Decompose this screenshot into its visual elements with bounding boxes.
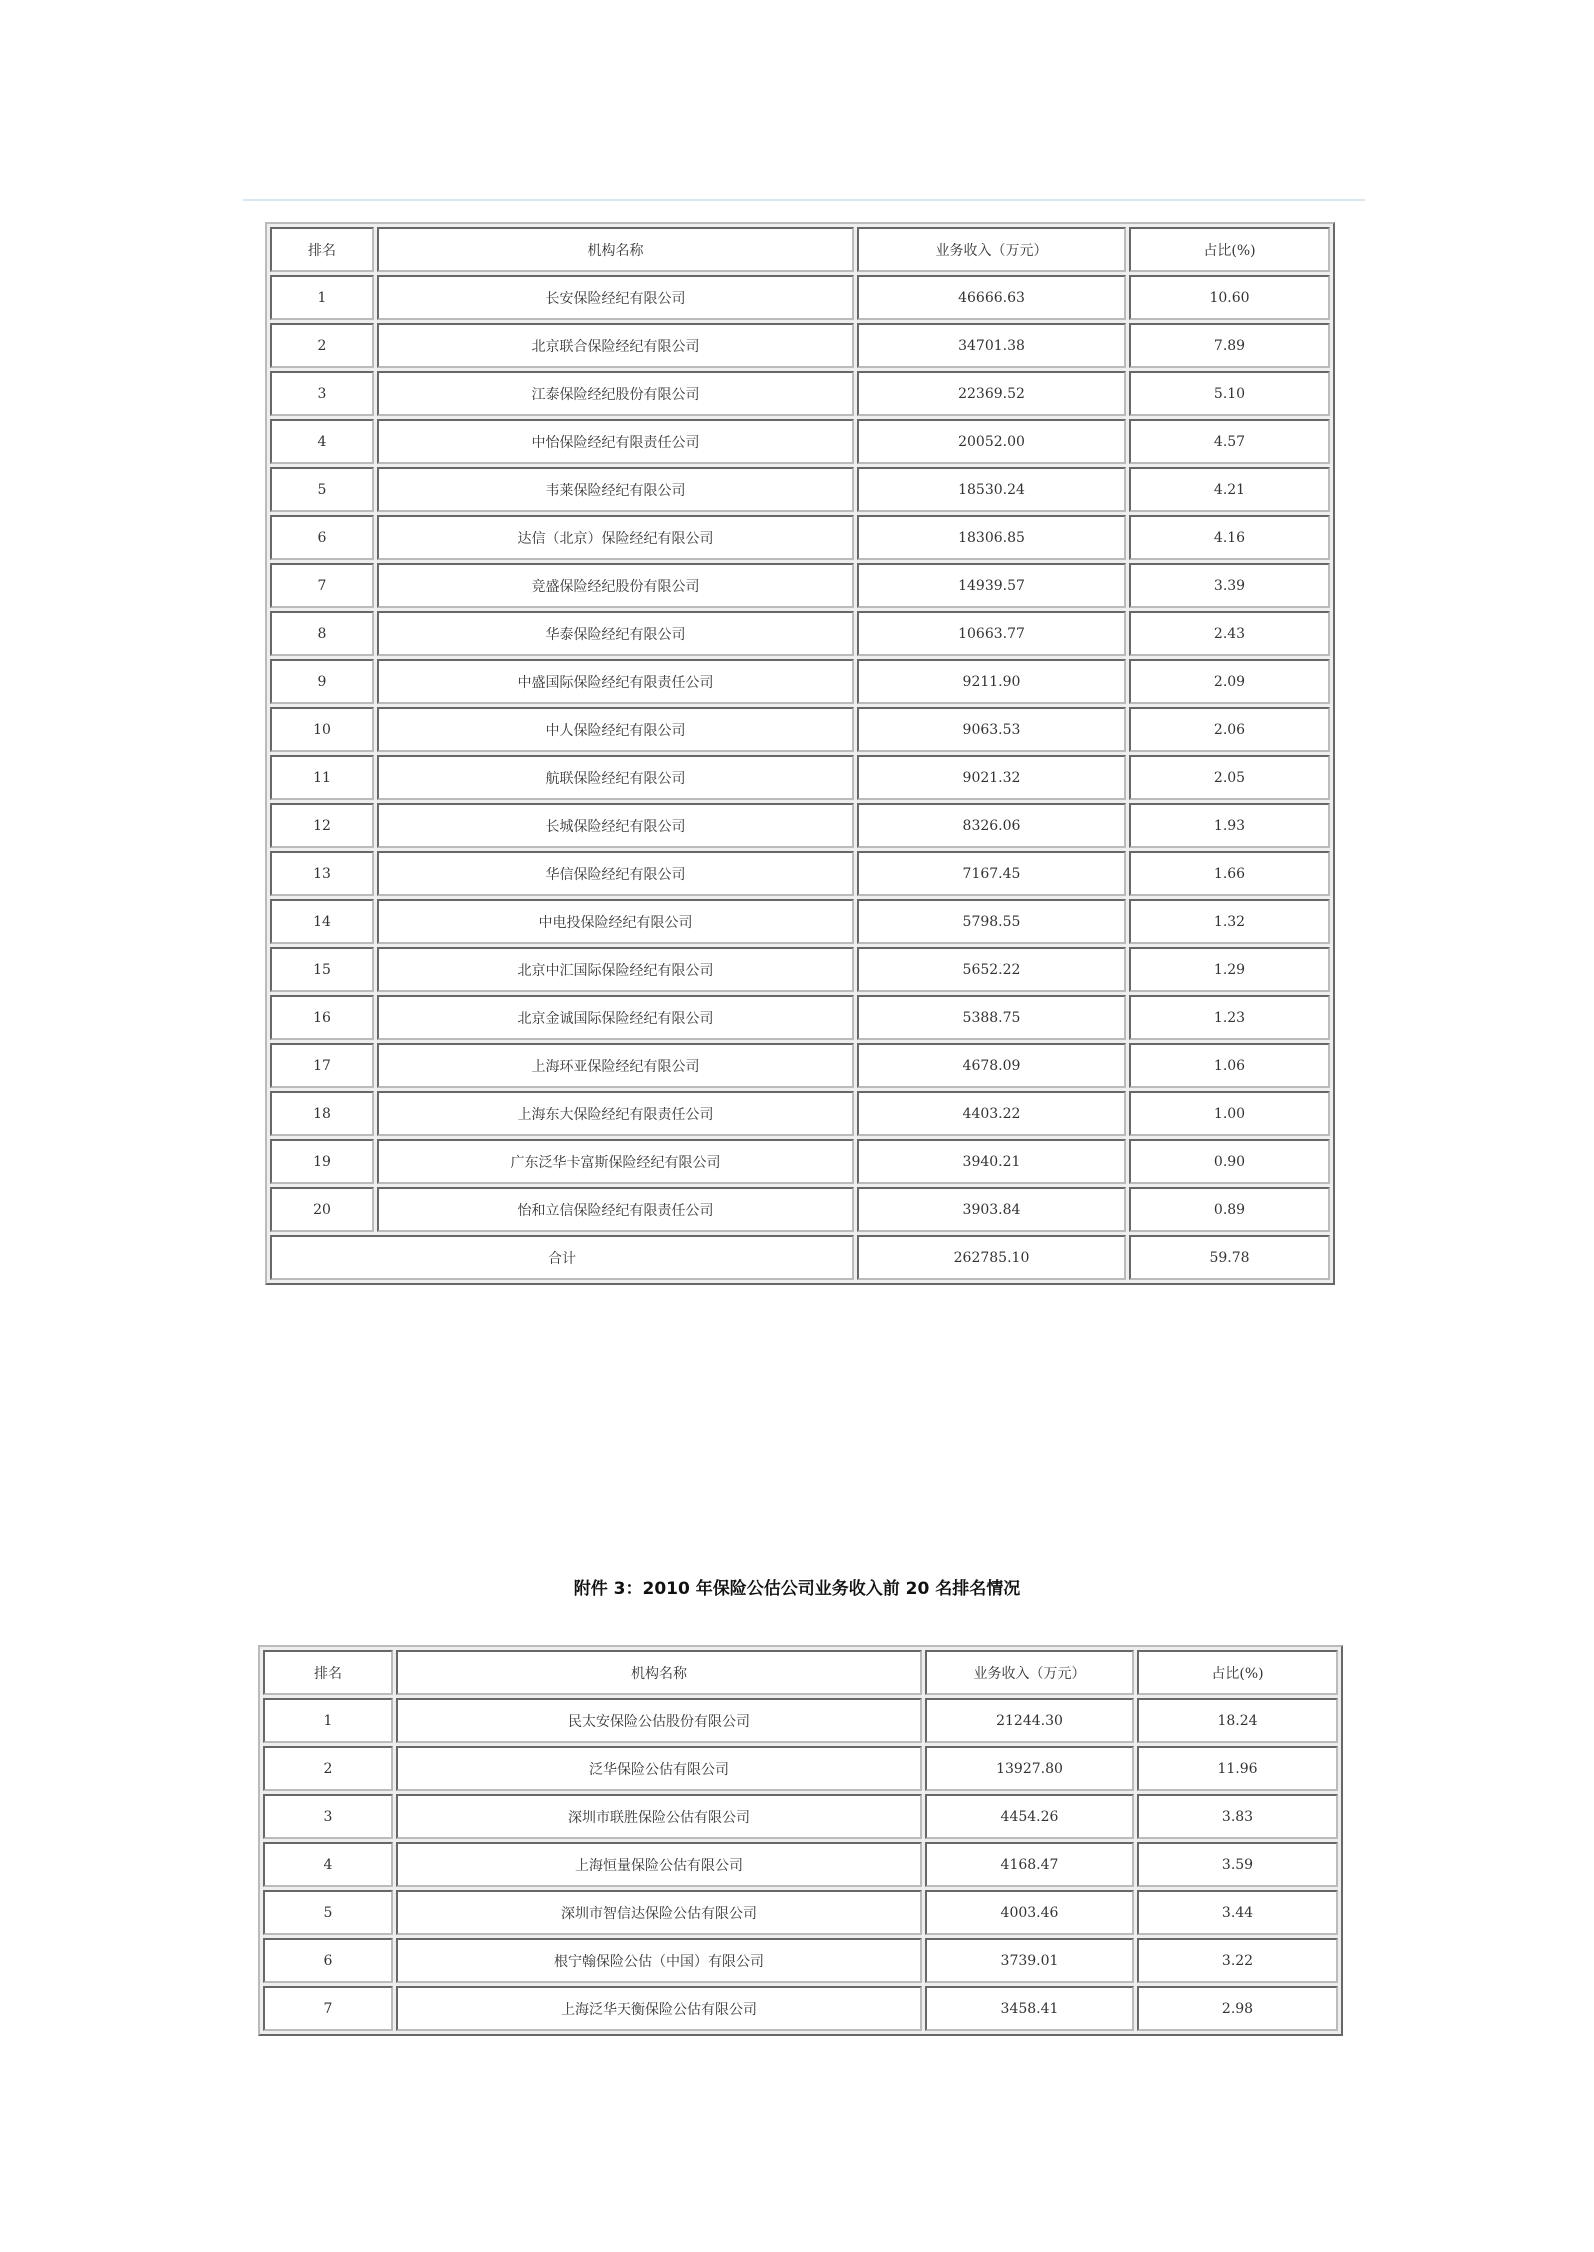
cell-share: 3.83 bbox=[1137, 1794, 1338, 1839]
cell-institution-name: 竞盛保险经纪股份有限公司 bbox=[377, 563, 854, 608]
table-row bbox=[263, 1890, 1338, 1935]
cell-share: 1.29 bbox=[1129, 947, 1330, 992]
cell-rank: 3 bbox=[270, 371, 374, 416]
cell-rank: 12 bbox=[270, 803, 374, 848]
header-share: 占比(%) bbox=[1137, 1650, 1338, 1695]
header-institution-name: 机构名称 bbox=[396, 1650, 922, 1695]
table-row bbox=[270, 1091, 1330, 1136]
cell-revenue: 3903.84 bbox=[857, 1187, 1126, 1232]
cell-revenue: 4168.47 bbox=[925, 1842, 1134, 1887]
cell-share: 2.98 bbox=[1137, 1986, 1338, 2031]
cell-rank: 2 bbox=[270, 323, 374, 368]
header-rank: 排名 bbox=[270, 227, 374, 272]
cell-share: 10.60 bbox=[1129, 275, 1330, 320]
cell-revenue: 9063.53 bbox=[857, 707, 1126, 752]
cell-institution-name: 怡和立信保险经纪有限责任公司 bbox=[377, 1187, 854, 1232]
broker-ranking-table bbox=[265, 222, 1335, 1285]
cell-institution-name: 根宁翰保险公估（中国）有限公司 bbox=[396, 1938, 922, 1983]
cell-revenue: 4678.09 bbox=[857, 1043, 1126, 1088]
cell-institution-name: 长安保险经纪有限公司 bbox=[377, 275, 854, 320]
cell-share: 2.09 bbox=[1129, 659, 1330, 704]
header-row bbox=[270, 227, 1330, 272]
cell-rank: 6 bbox=[263, 1938, 393, 1983]
cell-rank: 6 bbox=[270, 515, 374, 560]
table-row bbox=[270, 467, 1330, 512]
header-row bbox=[263, 1650, 1338, 1695]
table-row bbox=[263, 1746, 1338, 1791]
cell-share: 2.43 bbox=[1129, 611, 1330, 656]
cell-share: 1.93 bbox=[1129, 803, 1330, 848]
table-row bbox=[263, 1698, 1338, 1743]
cell-revenue: 4403.22 bbox=[857, 1091, 1126, 1136]
cell-share: 2.06 bbox=[1129, 707, 1330, 752]
cell-revenue: 5388.75 bbox=[857, 995, 1126, 1040]
table-row bbox=[270, 707, 1330, 752]
cell-share: 3.44 bbox=[1137, 1890, 1338, 1935]
cell-rank: 15 bbox=[270, 947, 374, 992]
cell-revenue: 9211.90 bbox=[857, 659, 1126, 704]
table-row bbox=[270, 995, 1330, 1040]
cell-revenue: 18530.24 bbox=[857, 467, 1126, 512]
table-row bbox=[270, 899, 1330, 944]
cell-rank: 5 bbox=[263, 1890, 393, 1935]
cell-rank: 8 bbox=[270, 611, 374, 656]
cell-institution-name: 航联保险经纪有限公司 bbox=[377, 755, 854, 800]
total-revenue: 262785.10 bbox=[857, 1235, 1126, 1280]
table-row bbox=[270, 1139, 1330, 1184]
table-row bbox=[270, 323, 1330, 368]
header-share: 占比(%) bbox=[1129, 227, 1330, 272]
cell-institution-name: 广东泛华卡富斯保险经纪有限公司 bbox=[377, 1139, 854, 1184]
cell-share: 2.05 bbox=[1129, 755, 1330, 800]
header-revenue: 业务收入（万元） bbox=[925, 1650, 1134, 1695]
header-revenue: 业务收入（万元） bbox=[857, 227, 1126, 272]
table-row bbox=[270, 1187, 1330, 1232]
cell-revenue: 13927.80 bbox=[925, 1746, 1134, 1791]
cell-institution-name: 民太安保险公估股份有限公司 bbox=[396, 1698, 922, 1743]
cell-share: 7.89 bbox=[1129, 323, 1330, 368]
cell-share: 1.00 bbox=[1129, 1091, 1330, 1136]
cell-rank: 17 bbox=[270, 1043, 374, 1088]
table-row bbox=[270, 275, 1330, 320]
cell-institution-name: 江泰保险经纪股份有限公司 bbox=[377, 371, 854, 416]
cell-revenue: 20052.00 bbox=[857, 419, 1126, 464]
cell-institution-name: 上海东大保险经纪有限责任公司 bbox=[377, 1091, 854, 1136]
cell-revenue: 21244.30 bbox=[925, 1698, 1134, 1743]
cell-revenue: 5798.55 bbox=[857, 899, 1126, 944]
cell-revenue: 46666.63 bbox=[857, 275, 1126, 320]
cell-rank: 1 bbox=[270, 275, 374, 320]
cell-institution-name: 华泰保险经纪有限公司 bbox=[377, 611, 854, 656]
cell-rank: 3 bbox=[263, 1794, 393, 1839]
cell-revenue: 22369.52 bbox=[857, 371, 1126, 416]
cell-rank: 20 bbox=[270, 1187, 374, 1232]
cell-share: 1.06 bbox=[1129, 1043, 1330, 1088]
cell-rank: 9 bbox=[270, 659, 374, 704]
cell-rank: 5 bbox=[270, 467, 374, 512]
cell-revenue: 10663.77 bbox=[857, 611, 1126, 656]
cell-share: 3.39 bbox=[1129, 563, 1330, 608]
cell-share: 5.10 bbox=[1129, 371, 1330, 416]
table-row bbox=[270, 947, 1330, 992]
cell-revenue: 9021.32 bbox=[857, 755, 1126, 800]
cell-institution-name: 北京金诚国际保险经纪有限公司 bbox=[377, 995, 854, 1040]
cell-rank: 1 bbox=[263, 1698, 393, 1743]
cell-rank: 7 bbox=[263, 1986, 393, 2031]
cell-rank: 2 bbox=[263, 1746, 393, 1791]
cell-revenue: 4003.46 bbox=[925, 1890, 1134, 1935]
cell-share: 1.66 bbox=[1129, 851, 1330, 896]
cell-revenue: 8326.06 bbox=[857, 803, 1126, 848]
table-row bbox=[270, 515, 1330, 560]
cell-rank: 4 bbox=[270, 419, 374, 464]
cell-institution-name: 华信保险经纪有限公司 bbox=[377, 851, 854, 896]
table-row bbox=[270, 419, 1330, 464]
cell-institution-name: 北京联合保险经纪有限公司 bbox=[377, 323, 854, 368]
total-row bbox=[270, 1235, 1330, 1280]
table-row bbox=[270, 1043, 1330, 1088]
cell-rank: 10 bbox=[270, 707, 374, 752]
divider-line bbox=[243, 199, 1365, 201]
table-row bbox=[263, 1938, 1338, 1983]
cell-share: 11.96 bbox=[1137, 1746, 1338, 1791]
table-row bbox=[263, 1842, 1338, 1887]
cell-revenue: 3940.21 bbox=[857, 1139, 1126, 1184]
cell-share: 0.89 bbox=[1129, 1187, 1330, 1232]
table-row bbox=[270, 659, 1330, 704]
cell-share: 18.24 bbox=[1137, 1698, 1338, 1743]
cell-rank: 4 bbox=[263, 1842, 393, 1887]
cell-revenue: 18306.85 bbox=[857, 515, 1126, 560]
table-row bbox=[270, 851, 1330, 896]
cell-share: 3.22 bbox=[1137, 1938, 1338, 1983]
cell-institution-name: 达信（北京）保险经纪有限公司 bbox=[377, 515, 854, 560]
cell-institution-name: 上海泛华天衡保险公估有限公司 bbox=[396, 1986, 922, 2031]
cell-revenue: 7167.45 bbox=[857, 851, 1126, 896]
cell-revenue: 5652.22 bbox=[857, 947, 1126, 992]
cell-share: 4.21 bbox=[1129, 467, 1330, 512]
table-row bbox=[270, 611, 1330, 656]
cell-share: 3.59 bbox=[1137, 1842, 1338, 1887]
cell-share: 1.32 bbox=[1129, 899, 1330, 944]
cell-share: 4.16 bbox=[1129, 515, 1330, 560]
cell-institution-name: 中怡保险经纪有限责任公司 bbox=[377, 419, 854, 464]
cell-rank: 7 bbox=[270, 563, 374, 608]
cell-revenue: 34701.38 bbox=[857, 323, 1126, 368]
table-row bbox=[270, 755, 1330, 800]
header-institution-name: 机构名称 bbox=[377, 227, 854, 272]
cell-rank: 16 bbox=[270, 995, 374, 1040]
cell-revenue: 4454.26 bbox=[925, 1794, 1134, 1839]
cell-institution-name: 上海环亚保险经纪有限公司 bbox=[377, 1043, 854, 1088]
assessor-ranking-table bbox=[258, 1645, 1343, 2036]
cell-institution-name: 中盛国际保险经纪有限责任公司 bbox=[377, 659, 854, 704]
table-row bbox=[270, 803, 1330, 848]
section-title: 附件 3：2010 年保险公估公司业务收入前 20 名排名情况 bbox=[573, 1579, 1021, 1599]
cell-rank: 13 bbox=[270, 851, 374, 896]
cell-share: 1.23 bbox=[1129, 995, 1330, 1040]
cell-institution-name: 北京中汇国际保险经纪有限公司 bbox=[377, 947, 854, 992]
cell-institution-name: 长城保险经纪有限公司 bbox=[377, 803, 854, 848]
table-row bbox=[270, 563, 1330, 608]
cell-revenue: 3458.41 bbox=[925, 1986, 1134, 2031]
cell-revenue: 14939.57 bbox=[857, 563, 1126, 608]
cell-institution-name: 韦莱保险经纪有限公司 bbox=[377, 467, 854, 512]
cell-institution-name: 中人保险经纪有限公司 bbox=[377, 707, 854, 752]
cell-institution-name: 中电投保险经纪有限公司 bbox=[377, 899, 854, 944]
header-rank: 排名 bbox=[263, 1650, 393, 1695]
table-row bbox=[263, 1794, 1338, 1839]
cell-revenue: 3739.01 bbox=[925, 1938, 1134, 1983]
total-share: 59.78 bbox=[1129, 1235, 1330, 1280]
table-row bbox=[263, 1986, 1338, 2031]
cell-institution-name: 深圳市联胜保险公估有限公司 bbox=[396, 1794, 922, 1839]
cell-rank: 14 bbox=[270, 899, 374, 944]
cell-institution-name: 泛华保险公估有限公司 bbox=[396, 1746, 922, 1791]
total-label: 合计 bbox=[270, 1235, 854, 1280]
cell-institution-name: 深圳市智信达保险公估有限公司 bbox=[396, 1890, 922, 1935]
cell-share: 0.90 bbox=[1129, 1139, 1330, 1184]
table-row bbox=[270, 371, 1330, 416]
cell-rank: 18 bbox=[270, 1091, 374, 1136]
cell-institution-name: 上海恒量保险公估有限公司 bbox=[396, 1842, 922, 1887]
cell-share: 4.57 bbox=[1129, 419, 1330, 464]
cell-rank: 11 bbox=[270, 755, 374, 800]
cell-rank: 19 bbox=[270, 1139, 374, 1184]
